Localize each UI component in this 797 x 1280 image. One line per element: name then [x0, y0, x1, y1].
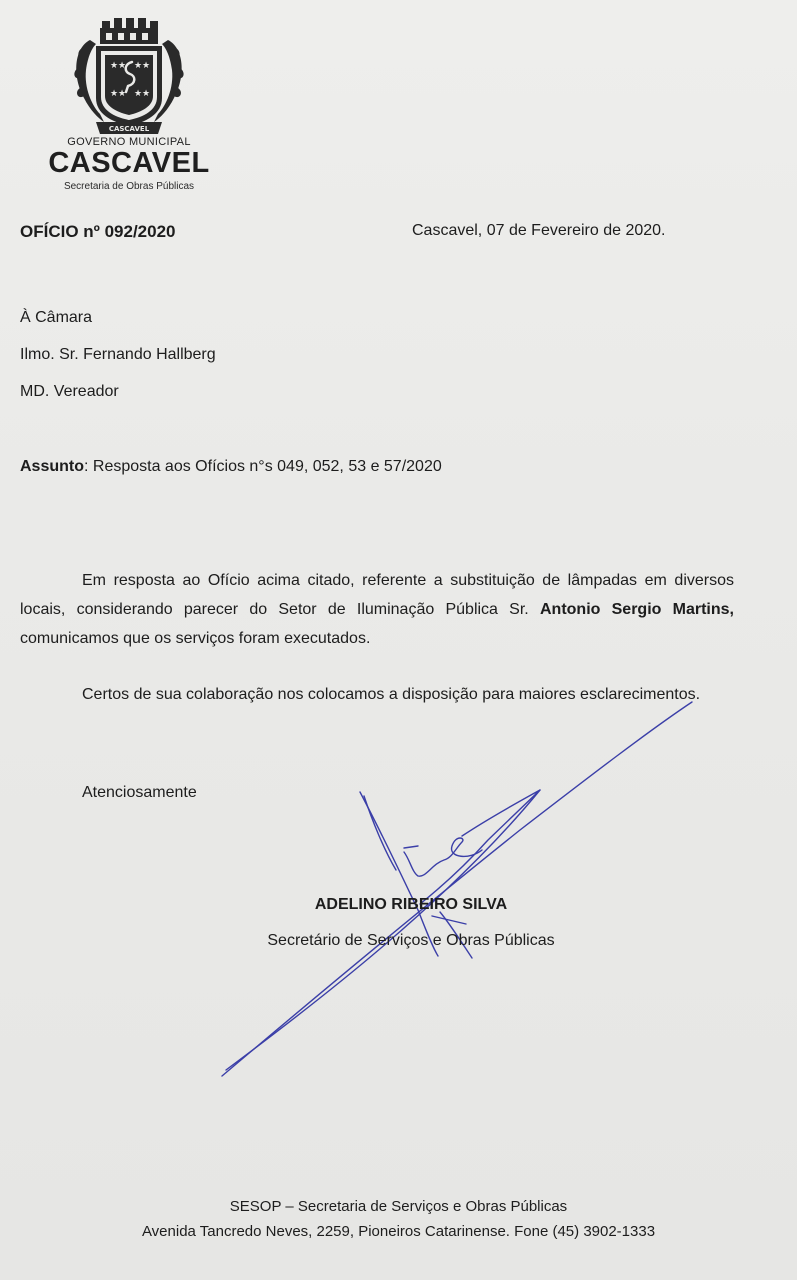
body-paragraph-1-text: Em resposta ao Ofício acima citado, referente a substituição de lâmpadas em diversos locais, considerando parecer do Setor de Iluminação Pública Sr.: [20, 572, 734, 618]
recipient-line-1: À Câmara: [20, 309, 93, 326]
closing: Atenciosamente: [82, 784, 197, 801]
recipient-line-2: Ilmo. Sr. Fernando Hallberg: [20, 346, 216, 363]
body-paragraph-1: [20, 566, 734, 653]
svg-text:★: ★: [134, 61, 143, 71]
technician-name: Antonio Sergio Martins,: [539, 601, 734, 618]
recipient-line-3: MD. Vereador: [20, 383, 119, 400]
city-name: CASCAVEL: [48, 147, 210, 179]
office-number: OFÍCIO nº 092/2020: [20, 222, 176, 241]
svg-text:★: ★: [110, 89, 119, 99]
subject-text: : Resposta aos Ofícios n°s 049, 052, 53 e 57/2020: [84, 458, 442, 475]
svg-text:★: ★: [118, 89, 127, 99]
crest-banner-text: CASCAVEL: [108, 125, 150, 133]
footer-department: SESOP – Secretaria de Serviços e Obras Públicas: [229, 1198, 568, 1215]
svg-text:★: ★: [118, 61, 127, 71]
svg-text:★: ★: [142, 61, 151, 71]
signer-title: Secretário de Serviços e Obras Públicas: [267, 932, 555, 949]
svg-text:★: ★: [110, 61, 119, 71]
body-paragraph-1-end: comunicamos que os serviços foram executados.: [20, 630, 371, 647]
subject-line: [20, 458, 442, 476]
place-date: Cascavel, 07 de Fevereiro de 2020.: [412, 222, 666, 239]
signer-name: ADELINO RIBEIRO SILVA: [314, 896, 508, 913]
body-paragraph-2: Certos de sua colaboração nos colocamos a disposição para maiores esclarecimentos.: [82, 686, 701, 703]
svg-text:★: ★: [142, 89, 151, 99]
svg-text:★: ★: [134, 89, 143, 99]
government-label: GOVERNO MUNICIPAL: [67, 136, 191, 148]
footer-address: Avenida Tancredo Neves, 2259, Pioneiros Catarinense. Fone (45) 3902-1333: [141, 1223, 656, 1240]
subject-label: Assunto: [20, 458, 84, 475]
department-label: Secretaria de Obras Públicas: [63, 181, 195, 192]
